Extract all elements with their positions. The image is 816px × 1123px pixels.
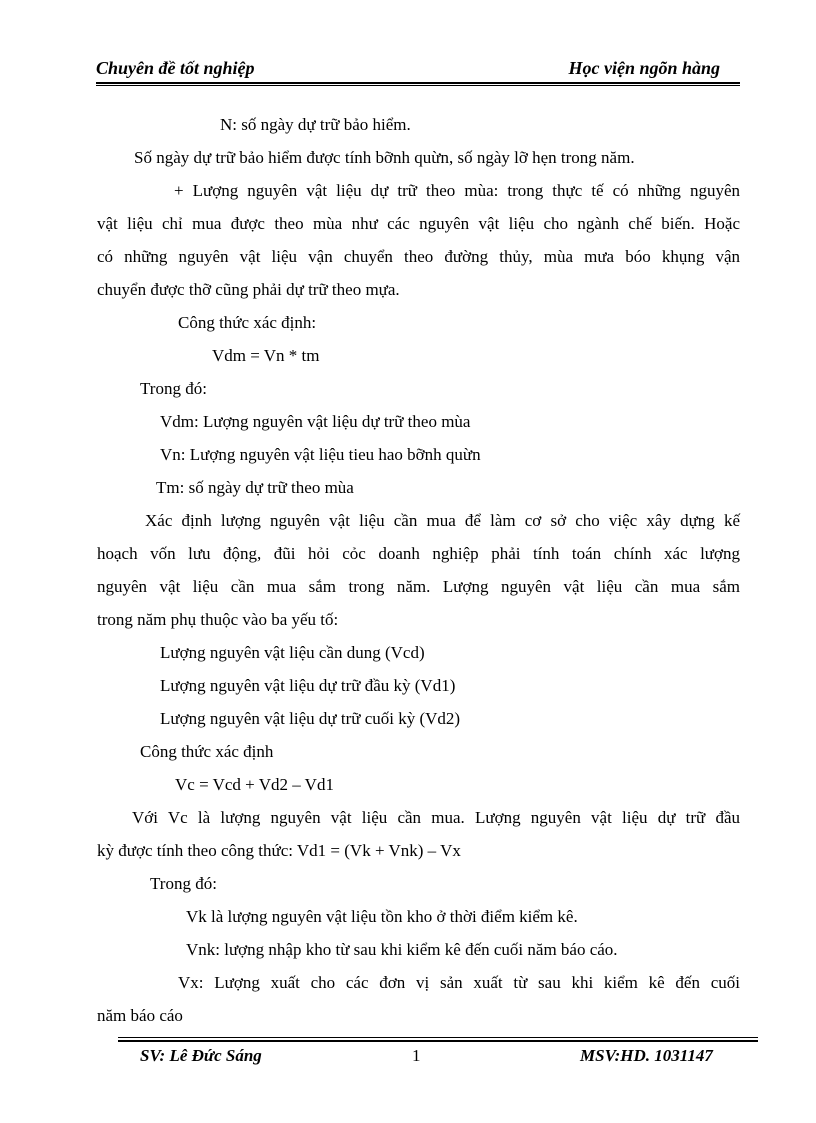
footer-student-name: SV: Lê Đức Sáng — [140, 1046, 262, 1065]
body-line: kỳ được tính theo công thức: Vd1 = (Vk + Vnk) – Vx — [97, 841, 461, 860]
body-line: Trong đó: — [140, 379, 207, 398]
body-line: Vdm: Lượng nguyên vật liệu dự trữ theo mùa — [160, 412, 471, 431]
body-line: Vnk: lượng nhập kho từ sau khi kiểm kê đến cuối năm báo cáo. — [186, 940, 618, 959]
header-title-right: Học viện ngõn hàng — [568, 58, 720, 78]
body-line: Vk là lượng nguyên vật liệu tồn kho ở thời điểm kiểm kê. — [186, 907, 578, 926]
footer-rule-bottom — [118, 1040, 758, 1042]
body-line: chuyển được thỡ cũng phải dự trữ theo mựa. — [97, 280, 400, 299]
footer-rule-top — [118, 1037, 758, 1038]
body-line: Lượng nguyên vật liệu dự trữ đầu kỳ (Vd1) — [160, 676, 456, 695]
header-bar — [96, 56, 722, 82]
body-line: Trong đó: — [150, 874, 217, 893]
body-line: nguyên vật liệu cần mua sắm trong năm. Lượng nguyên vật liệu cần mua sắm — [97, 577, 740, 596]
header-title-left: Chuyên đề tốt nghiệp — [96, 58, 255, 78]
body-line: vật liệu chỉ mua được theo mùa như các nguyên vật liệu cho ngành chế biến. Hoặc — [97, 214, 740, 233]
body-line: Lượng nguyên vật liệu cần dung (Vcd) — [160, 643, 425, 662]
body-line: năm báo cáo — [97, 1006, 183, 1025]
body-line: Công thức xác định — [140, 742, 274, 761]
footer-page-number: 1 — [412, 1046, 421, 1065]
body-line: Số ngày dự trữ bảo hiểm được tính bỡnh quừn, số ngày lỡ hẹn trong năm. — [134, 148, 635, 167]
header-rule-top — [96, 82, 740, 84]
body-line: có những nguyên vật liệu vận chuyển theo đường thủy, mùa mưa bóo khụng vận — [97, 247, 740, 266]
body-line: Vx: Lượng xuất cho các đơn vị sản xuất từ sau khi kiểm kê đến cuối — [178, 973, 740, 992]
body-line: Lượng nguyên vật liệu dự trữ cuối kỳ (Vd2) — [160, 709, 461, 728]
formula-line: Vdm = Vn * tm — [212, 346, 320, 365]
body-line: Với Vc là lượng nguyên vật liệu cần mua. Lượng nguyên vật liệu dự trữ đầu — [132, 808, 740, 827]
footer-student-id: MSV:HD. 1031147 — [580, 1046, 713, 1065]
body-line: + Lượng nguyên vật liệu dự trữ theo mùa: trong thực tế có những nguyên — [174, 181, 740, 200]
body-line: Vn: Lượng nguyên vật liệu tieu hao bỡnh quừn — [160, 445, 481, 464]
formula-line: Vc = Vcd + Vd2 – Vd1 — [175, 775, 334, 794]
body-line: trong năm phụ thuộc vào ba yếu tố: — [97, 610, 339, 629]
body-line: hoạch vốn lưu động, đũi hỏi cỏc doanh nghiệp phải tính toán chính xác lượng — [97, 544, 740, 563]
body-line: Tm: số ngày dự trữ theo mùa — [156, 478, 354, 497]
body-line: Xác định lượng nguyên vật liệu cần mua để làm cơ sở cho việc xây dựng kế — [145, 511, 740, 530]
header-rule-bottom — [96, 85, 740, 86]
body-line: Công thức xác định: — [178, 313, 317, 332]
body-line: N: số ngày dự trữ bảo hiểm. — [220, 115, 411, 134]
